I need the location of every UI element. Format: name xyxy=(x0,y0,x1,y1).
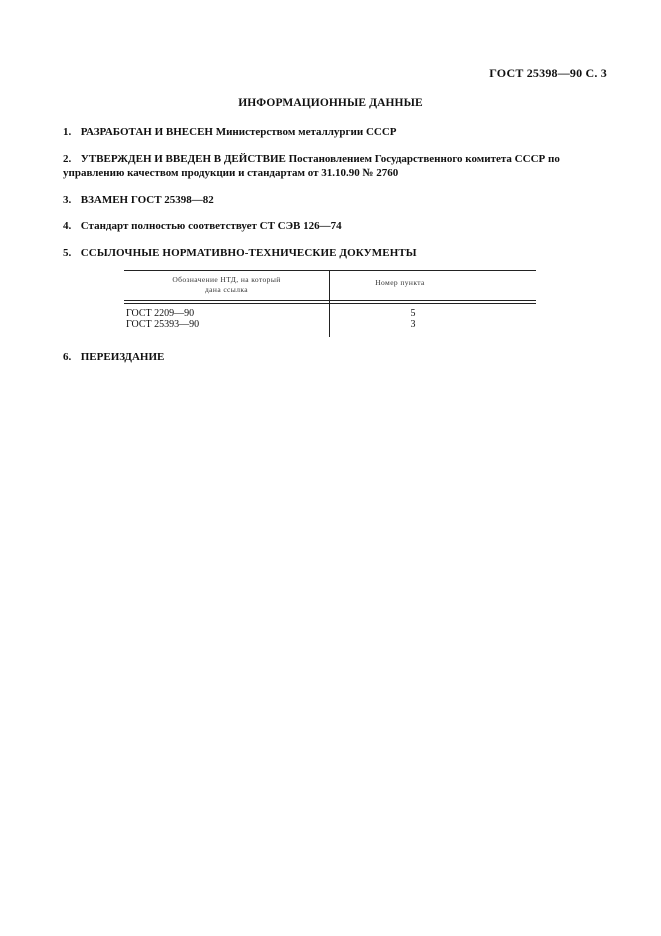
table-header-rule xyxy=(124,300,536,301)
table-header-rule-double xyxy=(124,303,536,304)
table-header-designation xyxy=(124,275,329,295)
item-text: ССЫЛОЧНЫЕ НОРМАТИВНО-ТЕХНИЧЕСКИЕ ДОКУМЕНТЫ xyxy=(80,247,417,259)
item-number: 1. xyxy=(63,126,72,138)
page-header-doc-ref: ГОСТ 25398—90 С. 3 xyxy=(489,66,607,80)
table-row xyxy=(124,319,536,331)
section-title: ИНФОРМАЦИОННЫЕ ДАННЫЕ xyxy=(238,97,423,109)
item-number: 4. xyxy=(63,220,72,232)
info-item-3 xyxy=(63,193,608,207)
item-text-line1: УТВЕРЖДЕН И ВВЕДЕН В ДЕЙСТВИЕ Постановлением Государственного комитета СССР по xyxy=(80,153,560,165)
table-top-rule xyxy=(124,270,536,271)
item-number: 2. xyxy=(63,153,72,165)
table-cell-clause: 5 xyxy=(410,308,416,319)
table-header-clause: Номер пункта xyxy=(375,278,425,287)
item-text: РАЗРАБОТАН И ВНЕСЕН Министерством металлургии СССР xyxy=(80,126,397,138)
header-designation-line2: дана ссылка xyxy=(204,285,249,294)
info-item-1 xyxy=(63,125,608,139)
item-text: ПЕРЕИЗДАНИЕ xyxy=(80,351,165,363)
info-item-6 xyxy=(63,350,608,364)
header-designation-line1: Обозначение НТД, на который xyxy=(172,275,281,284)
table-cell-doc: ГОСТ 25393—90 xyxy=(126,319,200,330)
table-cell-doc: ГОСТ 2209—90 xyxy=(126,308,195,319)
item-text-line2: управлению качеством продукции и стандартам от 31.10.90 № 2760 xyxy=(63,167,399,179)
table-cell-clause: 3 xyxy=(410,319,416,330)
info-item-5 xyxy=(63,246,608,260)
info-item-2 xyxy=(63,152,608,180)
item-text: Стандарт полностью соответствует СТ СЭВ 126—74 xyxy=(80,220,342,232)
item-text: ВЗАМЕН ГОСТ 25398—82 xyxy=(80,194,214,206)
item-number: 3. xyxy=(63,194,72,206)
item-number: 6. xyxy=(63,351,72,363)
info-item-4 xyxy=(63,219,608,233)
item-number: 5. xyxy=(63,247,72,259)
